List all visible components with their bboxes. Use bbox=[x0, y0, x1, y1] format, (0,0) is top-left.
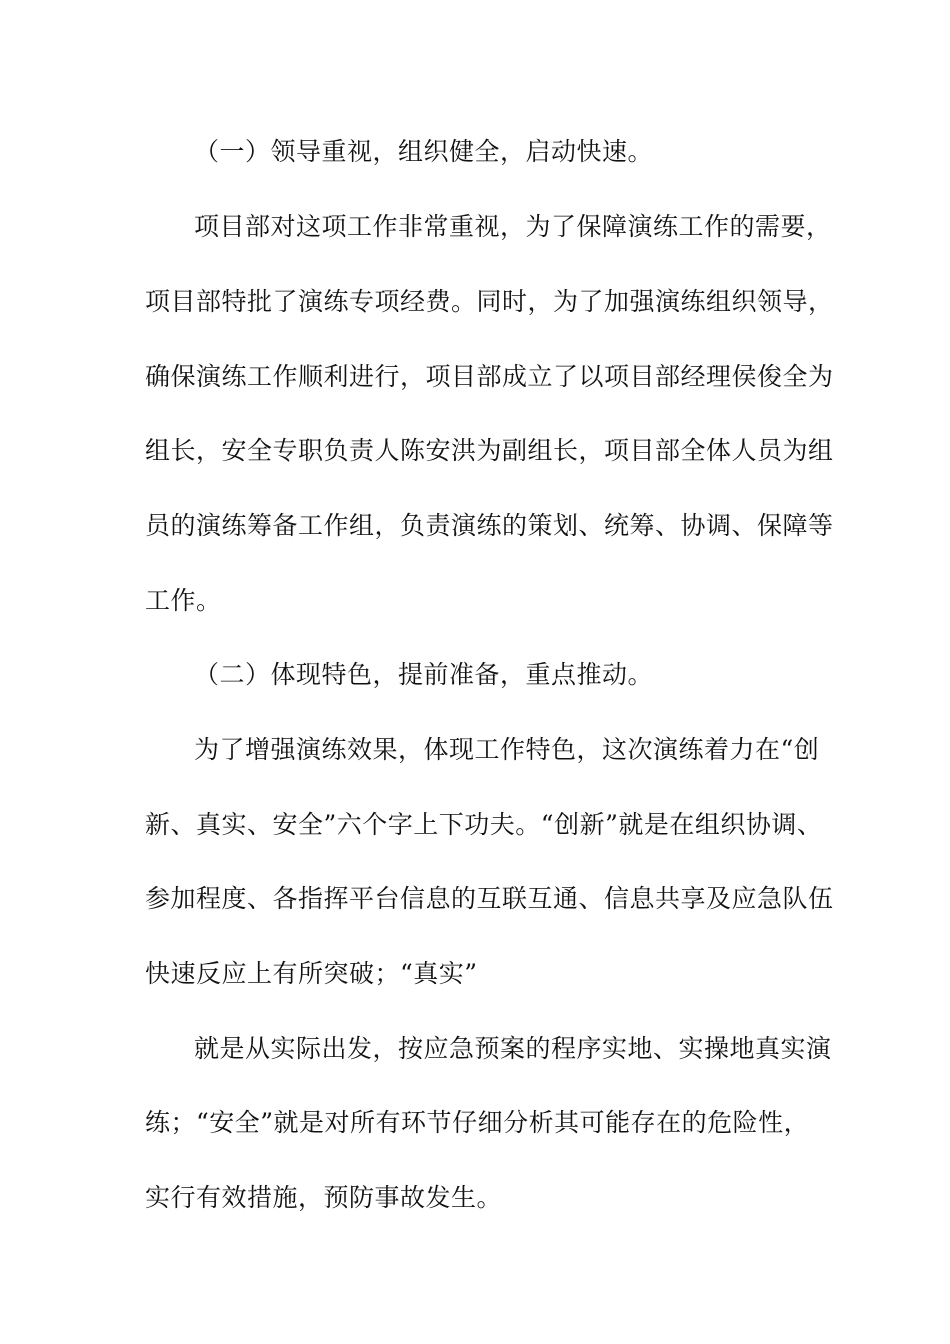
paragraph-line: 员的演练筹备工作组，负责演练的策划、统筹、协调、保障等 bbox=[145, 511, 834, 540]
paragraph-line: 参加程度、各指挥平台信息的互联互通、信息共享及应急队伍 bbox=[145, 884, 834, 913]
paragraph-line: 为了增强演练效果，体现工作特色，这次演练着力在“创 bbox=[194, 735, 820, 764]
paragraph-line: 实行有效措施，预防事故发生。 bbox=[145, 1183, 503, 1212]
paragraph-line: 新、真实、安全”六个字上下功夫。“创新”就是在组织协调、 bbox=[145, 810, 823, 839]
paragraph-line: 组长，安全专职负责人陈安洪为副组长，项目部全体人员为组 bbox=[145, 436, 834, 465]
paragraph-line: 快速反应上有所突破；“真实” bbox=[145, 959, 478, 988]
paragraph-line: 工作。 bbox=[145, 586, 222, 615]
section-heading-1: （一）领导重视，组织健全，启动快速。 bbox=[194, 137, 654, 166]
paragraph-line: 项目部特批了演练专项经费。同时，为了加强演练组织领导， bbox=[145, 287, 834, 316]
paragraph-line: 就是从实际出发，按应急预案的程序实地、实操地真实演 bbox=[194, 1034, 832, 1063]
paragraph-line: 练；“安全”就是对所有环节仔细分析其可能存在的危险性， bbox=[145, 1108, 810, 1137]
paragraph-line: 确保演练工作顺利进行，项目部成立了以项目部经理侯俊全为 bbox=[145, 362, 834, 391]
section-heading-2: （二）体现特色，提前准备，重点推动。 bbox=[194, 660, 654, 689]
paragraph-line: 项目部对这项工作非常重视，为了保障演练工作的需要， bbox=[194, 212, 832, 241]
